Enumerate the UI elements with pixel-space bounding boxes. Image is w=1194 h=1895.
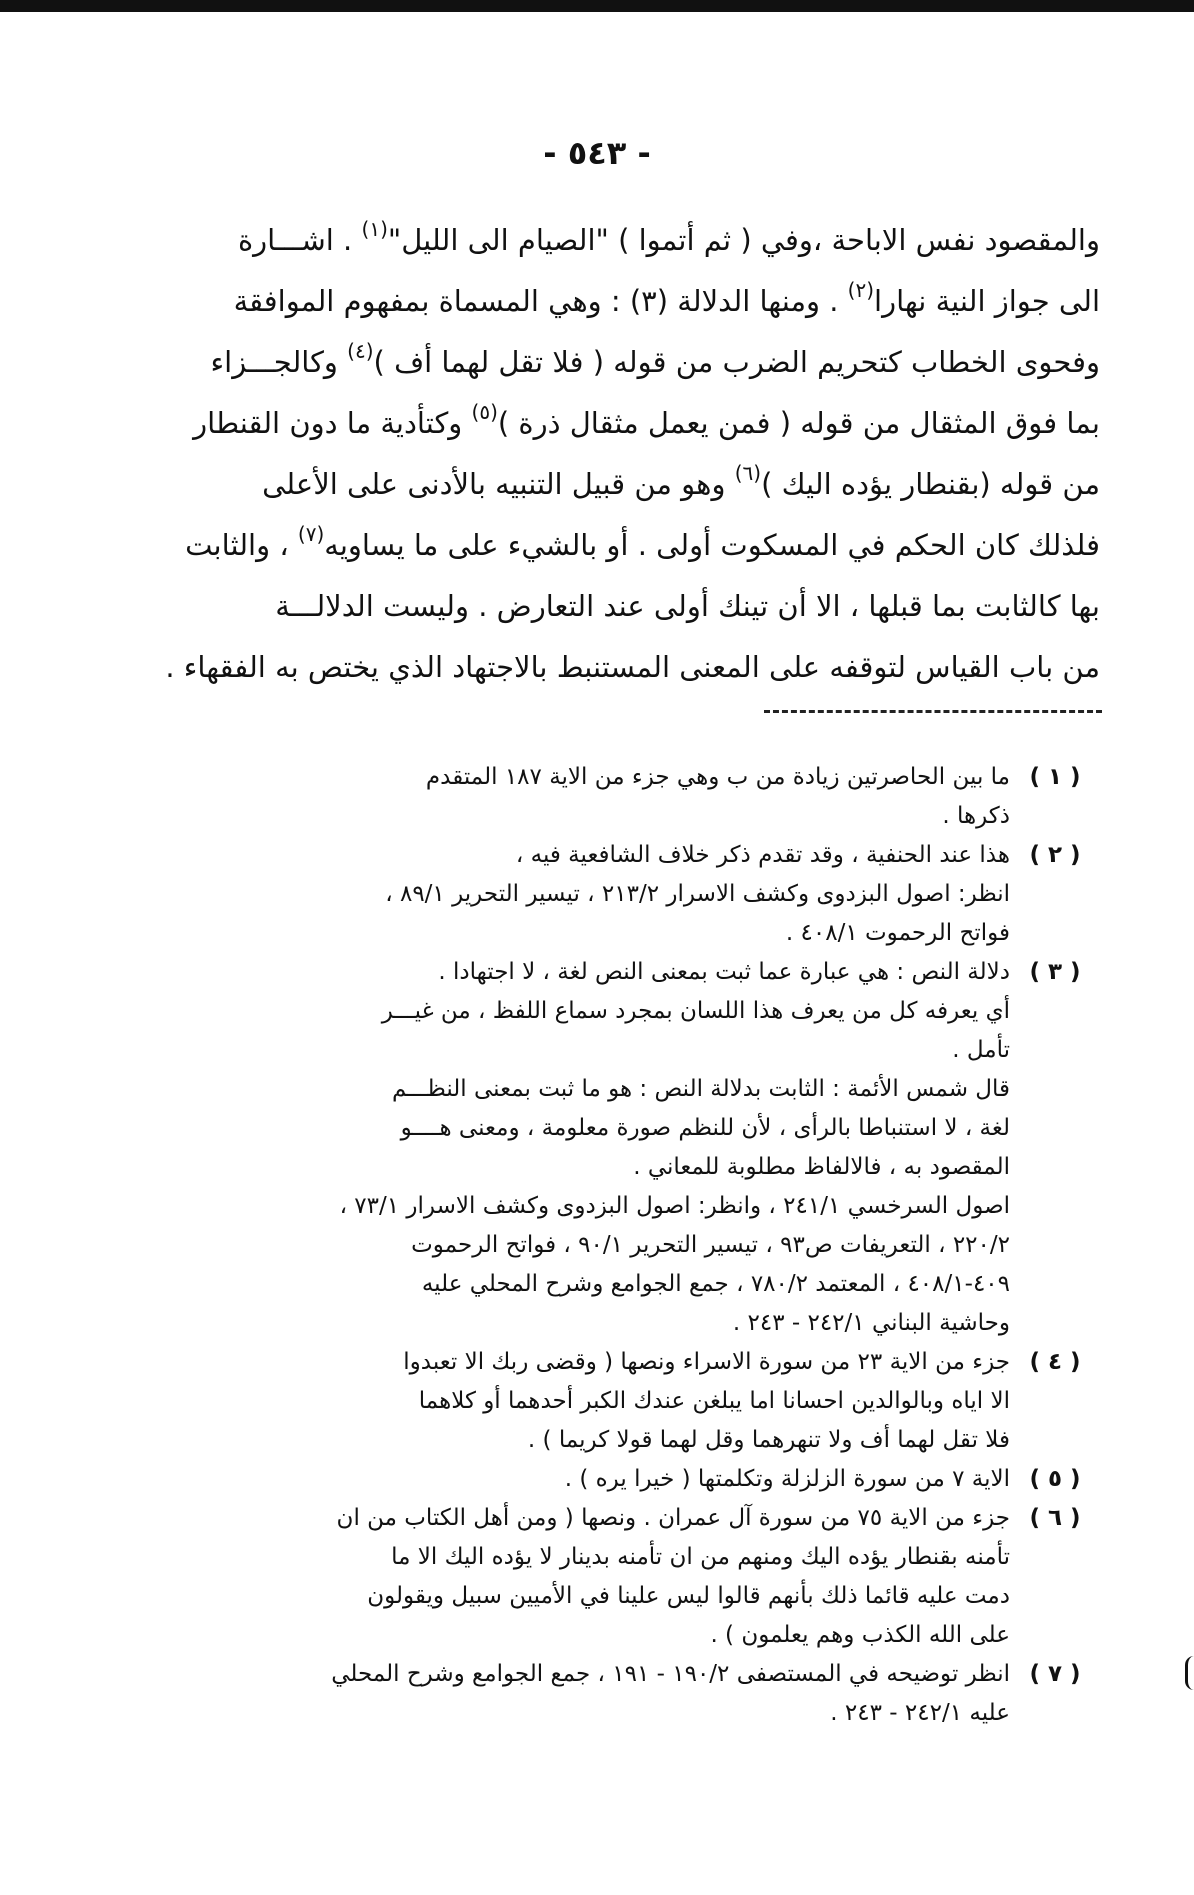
footnote-line: انظر: اصول البزدوى وكشف الاسرار ٢١٣/٢ ، تيسير التحرير ٨٩/١ ،	[385, 881, 1010, 907]
footnote-line: الاية ٧ من سورة الزلزلة وتكلمتها ( خيرا يره ) .	[564, 1466, 1010, 1492]
footnote-text	[90, 953, 1010, 1343]
footnote-item	[90, 1499, 1100, 1655]
body-line: من قوله (بقنطار يؤده اليك )$^{(٦)}$ وهو من قبيل التنبيه بالأدنى على الأعلى	[262, 461, 1100, 501]
footnote-item	[90, 758, 1100, 836]
footnote-line: المقصود به ، فالالفاظ مطلوبة للمعاني .	[633, 1154, 1010, 1180]
footnote-item	[90, 1655, 1100, 1733]
body-line: وفحوى الخطاب كتحريم الضرب من قوله ( فلا تقل لهما أف )$^{(٤)}$ وكالجـــزاء	[210, 339, 1100, 379]
footnote-marker: ( ٤ )	[1029, 1349, 1081, 1375]
footnote-item	[90, 836, 1100, 953]
top-border-rule	[0, 0, 1194, 12]
footnote-marker: ( ٣ )	[1029, 959, 1081, 985]
footnote-line: ذكرها .	[942, 803, 1010, 829]
footnote-line: تأمل .	[952, 1037, 1010, 1063]
footnote-ref[interactable]: (٤)	[347, 339, 374, 363]
footnote-ref[interactable]: (٢)	[847, 278, 875, 302]
footnotes-section	[90, 758, 1100, 1733]
body-line: فلذلك كان الحكم في المسكوت أولى . أو بالشيء على ما يساويه$^{(٧)}$ ، والثابت	[185, 522, 1100, 562]
footnote-line: لغة ، لا استنباطا بالرأى ، لأن للنظم صورة معلومة ، ومعنى هــــو	[400, 1115, 1010, 1141]
footnote-marker: ( ٧ )	[1029, 1661, 1081, 1687]
body-line: من باب القياس لتوقفه على المعنى المستنبط بالاجتهاد الذي يختص به الفقهاء .	[165, 650, 1100, 684]
footnote-line: ٤٠٩-٤٠٨/١ ، المعتمد ٧٨٠/٢ ، جمع الجوامع وشرح المحلي عليه	[421, 1271, 1010, 1297]
body-line: الى جواز النية نهارا$^{(٢)}$ . ومنها الدلالة (٣) : وهي المسماة بمفهوم الموافقة	[233, 278, 1100, 318]
footnote-line: تأمنه بقنطار يؤده اليك ومنهم من ان تأمنه بدينار لا يؤده اليك الا ما	[391, 1544, 1010, 1570]
footnote-marker: ( ٦ )	[1029, 1505, 1081, 1531]
footnote-ref[interactable]: (٥)	[471, 400, 498, 424]
footnote-line: فلا تقل لهما أف ولا تنهرهما وقل لهما قولا كريما ) .	[527, 1427, 1010, 1453]
footnote-line: الا اياه وبالوالدين احسانا اما يبلغن عندك الكبر أحدهما أو كلاهما	[418, 1388, 1010, 1414]
footnote-text	[90, 1460, 1010, 1499]
footnote-ref[interactable]: (١)	[361, 217, 388, 241]
footnote-text	[90, 836, 1010, 953]
main-body-text	[100, 210, 1100, 698]
footnote-line: هذا عند الحنفية ، وقد تقدم ذكر خلاف الشافعية فيه ،	[515, 842, 1010, 868]
footnote-ref[interactable]: (٧)	[297, 522, 325, 546]
footnote-item	[90, 1460, 1100, 1499]
footnote-line: وحاشية البناني ٢٤٢/١ - ٢٤٣ .	[732, 1310, 1010, 1336]
footnote-line: جزء من الاية ٧٥ من سورة آل عمران . ونصها ( ومن أهل الكتاب من ان	[336, 1505, 1010, 1531]
footnote-line: جزء من الاية ٢٣ من سورة الاسراء ونصها ( وقضى ربك الا تعبدوا	[403, 1349, 1010, 1375]
footnote-text	[90, 1343, 1010, 1460]
footnote-line: دمت عليه قائما ذلك بأنهم قالوا ليس علينا في الأميين سبيل ويقولون	[367, 1583, 1010, 1609]
footnote-line: عليه ٢٤٢/١ - ٢٤٣ .	[830, 1700, 1010, 1726]
footnote-item	[90, 953, 1100, 1343]
footnote-line: على الله الكذب وهم يعلمون ) .	[710, 1622, 1010, 1648]
footnote-marker: ( ١ )	[1029, 764, 1081, 790]
footnote-line: أي يعرفه كل من يعرف هذا اللسان بمجرد سماع اللفظ ، من غيـــر	[381, 998, 1010, 1024]
footnote-line: ٢٢٠/٢ ، التعريفات ص٩٣ ، تيسير التحرير ٩٠/١ ، فواتح الرحموت	[411, 1232, 1010, 1258]
footnote-item	[90, 1343, 1100, 1460]
body-line: بها كالثابت بما قبلها ، الا أن تينك أولى عند التعارض . وليست الدلالـــة	[275, 589, 1100, 623]
footnote-text	[90, 758, 1010, 836]
footnote-text	[90, 1499, 1010, 1655]
footnote-marker: ( ٢ )	[1029, 842, 1081, 868]
footnote-text	[90, 1655, 1010, 1733]
body-line: بما فوق المثقال من قوله ( فمن يعمل مثقال ذرة )$^{(٥)}$ وكتأدية ما دون القنطار	[193, 400, 1100, 440]
footnote-line: اصول السرخسي ٢٤١/١ ، وانظر: اصول البزدوى وكشف الاسرار ٧٣/١ ،	[339, 1193, 1010, 1219]
page-number: - ٥٤٣ -	[543, 134, 651, 172]
footnote-line: فواتح الرحموت ٤٠٨/١ .	[785, 920, 1010, 946]
footnote-separator	[764, 710, 1102, 713]
body-line: والمقصود نفس الاباحة ،وفي ( ثم أتموا ) "الصيام الى الليل"$^{(١)}$ . اشـــارة	[237, 217, 1100, 257]
footnote-line: قال شمس الأئمة : الثابت بدلالة النص : هو ما ثبت بمعنى النظـــم	[391, 1076, 1010, 1102]
footnote-line: دلالة النص : هي عبارة عما ثبت بمعنى النص لغة ، لا اجتهادا .	[438, 959, 1010, 985]
footnote-ref[interactable]: (٦)	[734, 461, 762, 485]
footnote-line: ما بين الحاصرتين زيادة من ب وهي جزء من الاية ١٨٧ المتقدم	[425, 764, 1010, 790]
edge-mark	[1185, 1656, 1194, 1690]
footnote-marker: ( ٥ )	[1029, 1466, 1081, 1492]
footnote-line: انظر توضيحه في المستصفى ١٩٠/٢ - ١٩١ ، جمع الجوامع وشرح المحلي	[331, 1661, 1010, 1687]
